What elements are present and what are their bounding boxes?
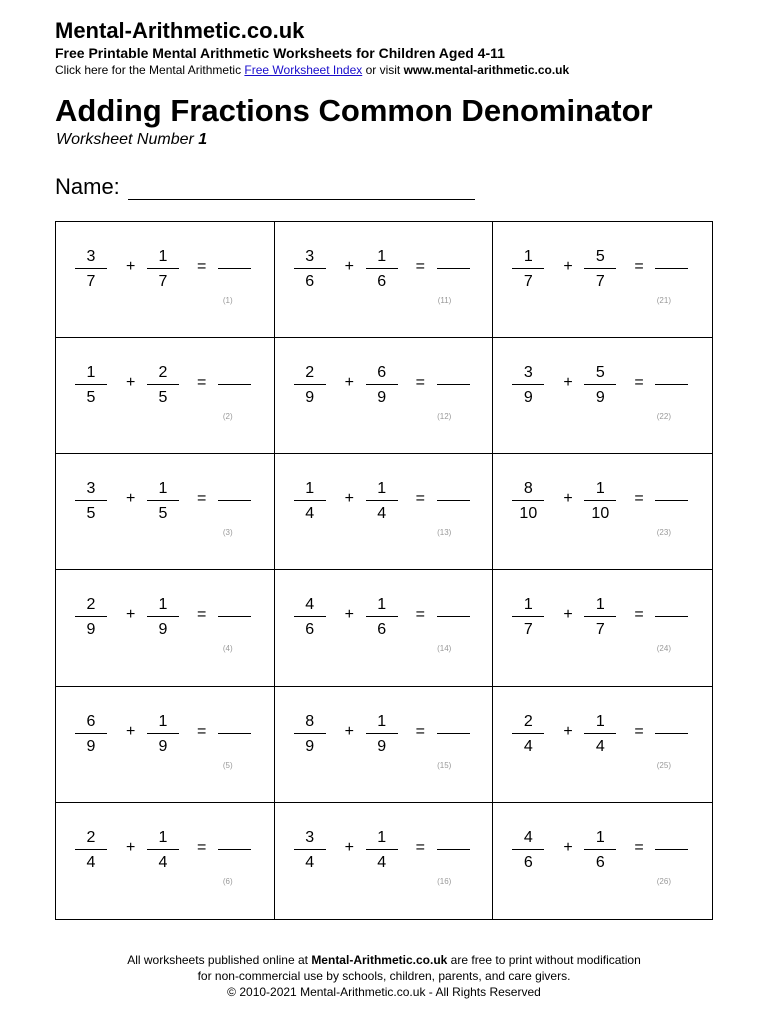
- equals-sign: =: [415, 258, 425, 275]
- second-fraction: [584, 827, 616, 874]
- site-title: Mental-Arithmetic.co.uk: [55, 18, 305, 43]
- equals-sign: =: [197, 490, 207, 508]
- denominator: 10: [591, 505, 610, 523]
- question-number: (22): [656, 412, 671, 422]
- denominator: 9: [377, 389, 387, 407]
- answer-blank[interactable]: [437, 384, 470, 385]
- second-fraction: [147, 478, 179, 525]
- answer-blank[interactable]: [437, 616, 470, 617]
- question-number: (4): [222, 644, 233, 654]
- numerator: 1: [158, 596, 168, 614]
- question-number: (11): [437, 296, 452, 305]
- question-cell: [275, 222, 494, 338]
- second-fraction: [147, 246, 179, 293]
- second-fraction: [366, 362, 398, 409]
- question-cell: [493, 454, 712, 570]
- footer-line-1-suffix: are free to print without modification: [447, 953, 641, 967]
- numerator: 1: [158, 712, 168, 730]
- site-url: www.mental-arithmetic.co.uk: [403, 63, 570, 77]
- fraction-bar: [147, 500, 179, 501]
- denominator: 4: [377, 505, 387, 523]
- answer-blank[interactable]: [437, 733, 470, 734]
- question-cell: [493, 338, 712, 454]
- fraction-bar: [366, 849, 398, 850]
- first-fraction: [75, 594, 107, 641]
- fraction-bar: [584, 733, 616, 734]
- plus-sign: +: [126, 722, 136, 740]
- denominator: 6: [377, 621, 387, 639]
- fraction-bar: [512, 268, 544, 269]
- equals-sign: =: [197, 374, 207, 392]
- equals-sign: =: [197, 838, 207, 856]
- first-fraction: [75, 478, 107, 525]
- equals-sign: =: [634, 838, 644, 856]
- first-fraction: [75, 711, 107, 758]
- first-fraction: [512, 827, 544, 874]
- numerator: 1: [595, 712, 605, 730]
- denominator: 6: [377, 273, 387, 290]
- denominator: 5: [158, 505, 168, 523]
- answer-blank[interactable]: [655, 849, 688, 850]
- first-fraction: [294, 362, 326, 409]
- plus-sign: +: [126, 838, 136, 856]
- denominator: 10: [519, 505, 538, 523]
- fraction-bar: [147, 384, 179, 385]
- numerator: 8: [523, 480, 533, 498]
- second-fraction: [584, 362, 616, 409]
- answer-blank[interactable]: [218, 268, 251, 269]
- denominator: 9: [305, 737, 315, 755]
- fraction-bar: [147, 849, 179, 850]
- worksheet-index-link[interactable]: Free Worksheet Index: [244, 63, 363, 77]
- fraction-bar: [366, 268, 398, 269]
- denominator: 9: [305, 389, 315, 407]
- name-label: Name:: [55, 174, 120, 199]
- first-fraction: [512, 362, 544, 409]
- answer-blank[interactable]: [437, 500, 470, 501]
- denominator: 9: [523, 389, 533, 407]
- denominator: 6: [305, 273, 315, 290]
- plus-sign: +: [344, 838, 354, 856]
- name-blank[interactable]: [128, 177, 475, 200]
- fraction-bar: [366, 616, 398, 617]
- second-fraction: [366, 827, 398, 874]
- question-number: (16): [437, 876, 452, 886]
- plus-sign: +: [344, 374, 354, 392]
- footer: [0, 952, 768, 1000]
- worksheet-title: Adding Fractions Common Denominator: [55, 93, 653, 128]
- answer-blank[interactable]: [218, 384, 251, 385]
- first-fraction: [512, 594, 544, 641]
- question-number: (23): [656, 528, 671, 538]
- fraction-bar: [147, 733, 179, 734]
- second-fraction: [584, 711, 616, 758]
- question-grid: [55, 221, 713, 920]
- plus-sign: +: [126, 606, 136, 624]
- denominator: 9: [158, 621, 168, 639]
- numerator: 1: [595, 828, 605, 846]
- second-fraction: [147, 711, 179, 758]
- equals-sign: =: [415, 606, 425, 624]
- equals-sign: =: [197, 722, 207, 740]
- answer-blank[interactable]: [218, 849, 251, 850]
- plus-sign: +: [563, 374, 573, 392]
- fraction-bar: [294, 500, 326, 501]
- plus-sign: +: [344, 490, 354, 508]
- denominator: 6: [523, 853, 533, 871]
- equals-sign: =: [415, 722, 425, 740]
- numerator: 6: [377, 364, 387, 382]
- denominator: 9: [158, 737, 168, 755]
- numerator: 1: [377, 480, 387, 498]
- plus-sign: +: [344, 722, 354, 740]
- numerator: 8: [305, 712, 315, 730]
- denominator: 5: [86, 389, 96, 407]
- question-cell: [275, 803, 494, 919]
- equals-sign: =: [634, 374, 644, 392]
- numerator: 6: [86, 712, 96, 730]
- fraction-bar: [584, 500, 616, 501]
- fraction-bar: [366, 384, 398, 385]
- second-fraction: [366, 478, 398, 525]
- fraction-bar: [294, 616, 326, 617]
- answer-blank[interactable]: [655, 500, 688, 501]
- fraction-bar: [366, 733, 398, 734]
- numerator: 1: [523, 596, 533, 614]
- numerator: 3: [305, 828, 315, 846]
- second-fraction: [584, 478, 616, 525]
- numerator: 3: [86, 480, 96, 498]
- numerator: 5: [595, 248, 605, 265]
- fraction-bar: [75, 384, 107, 385]
- numerator: 1: [158, 248, 168, 265]
- denominator: 9: [595, 389, 605, 407]
- answer-blank[interactable]: [655, 616, 688, 617]
- denominator: 6: [595, 853, 605, 871]
- fraction-bar: [512, 384, 544, 385]
- question-cell: [56, 454, 275, 570]
- answer-blank[interactable]: [655, 733, 688, 734]
- first-fraction: [294, 594, 326, 641]
- fraction-bar: [75, 849, 107, 850]
- first-fraction: [294, 827, 326, 874]
- equals-sign: =: [197, 258, 207, 275]
- answer-blank[interactable]: [218, 733, 251, 734]
- second-fraction: [584, 246, 616, 293]
- question-cell: [493, 222, 712, 338]
- question-number: (24): [656, 644, 671, 654]
- answer-blank[interactable]: [655, 268, 688, 269]
- second-fraction: [147, 827, 179, 874]
- fraction-bar: [584, 616, 616, 617]
- question-cell: [56, 222, 275, 338]
- footer-line-2: for non-commercial use by schools, children, parents, and care givers.: [197, 969, 571, 983]
- question-cell: [56, 570, 275, 686]
- second-fraction: [366, 711, 398, 758]
- question-cell: [493, 803, 712, 919]
- equals-sign: =: [634, 258, 644, 275]
- denominator: 4: [523, 737, 533, 755]
- equals-sign: =: [415, 374, 425, 392]
- fraction-bar: [294, 733, 326, 734]
- numerator: 1: [305, 480, 315, 498]
- question-number: (21): [656, 296, 671, 305]
- plus-sign: +: [126, 258, 136, 275]
- denominator: 4: [595, 737, 605, 755]
- denominator: 5: [158, 389, 168, 407]
- fraction-bar: [75, 268, 107, 269]
- numerator: 1: [377, 248, 387, 265]
- answer-blank[interactable]: [655, 384, 688, 385]
- question-cell: [275, 570, 494, 686]
- denominator: 7: [158, 273, 168, 290]
- denominator: 7: [523, 621, 533, 639]
- equals-sign: =: [415, 490, 425, 508]
- denominator: 4: [158, 853, 168, 871]
- numerator: 1: [158, 828, 168, 846]
- question-number: (26): [656, 876, 671, 886]
- visit-line: [55, 62, 735, 78]
- plus-sign: +: [126, 490, 136, 508]
- numerator: 1: [595, 480, 605, 498]
- numerator: 2: [158, 364, 168, 382]
- numerator: 1: [523, 248, 533, 265]
- numerator: 2: [305, 364, 315, 382]
- numerator: 1: [595, 596, 605, 614]
- question-cell: [275, 454, 494, 570]
- numerator: 4: [523, 828, 533, 846]
- fraction-bar: [512, 849, 544, 850]
- denominator: 7: [595, 621, 605, 639]
- visit-middle: or visit: [362, 63, 404, 77]
- fraction-bar: [147, 616, 179, 617]
- fraction-bar: [147, 268, 179, 269]
- numerator: 3: [523, 364, 533, 382]
- plus-sign: +: [563, 258, 573, 275]
- question-number: (12): [437, 412, 452, 422]
- fraction-bar: [584, 268, 616, 269]
- denominator: 4: [86, 853, 96, 871]
- fraction-bar: [584, 384, 616, 385]
- first-fraction: [512, 246, 544, 293]
- numerator: 1: [377, 596, 387, 614]
- first-fraction: [294, 478, 326, 525]
- question-cell: [493, 687, 712, 803]
- fraction-bar: [75, 500, 107, 501]
- plus-sign: +: [563, 722, 573, 740]
- fraction-bar: [366, 500, 398, 501]
- numerator: 2: [523, 712, 533, 730]
- numerator: 1: [377, 828, 387, 846]
- fraction-bar: [584, 849, 616, 850]
- numerator: 4: [305, 596, 315, 614]
- answer-blank[interactable]: [437, 849, 470, 850]
- plus-sign: +: [563, 606, 573, 624]
- name-row: [55, 174, 475, 200]
- question-number: (2): [222, 412, 233, 422]
- numerator: 2: [86, 828, 96, 846]
- question-cell: [56, 338, 275, 454]
- equals-sign: =: [634, 606, 644, 624]
- second-fraction: [584, 594, 616, 641]
- fraction-bar: [512, 733, 544, 734]
- footer-line-1-prefix: All worksheets published online at: [127, 953, 312, 967]
- question-number: (25): [656, 760, 671, 770]
- first-fraction: [512, 711, 544, 758]
- second-fraction: [366, 246, 398, 293]
- denominator: 9: [86, 621, 96, 639]
- answer-blank[interactable]: [437, 268, 470, 269]
- fraction-bar: [512, 616, 544, 617]
- plus-sign: +: [344, 606, 354, 624]
- plus-sign: +: [126, 374, 136, 392]
- plus-sign: +: [344, 258, 354, 275]
- numerator: 5: [595, 364, 605, 382]
- answer-blank[interactable]: [218, 616, 251, 617]
- numerator: 3: [305, 248, 315, 265]
- header: [55, 18, 735, 78]
- denominator: 4: [305, 853, 315, 871]
- plus-sign: +: [563, 838, 573, 856]
- second-fraction: [147, 362, 179, 409]
- denominator: 7: [86, 273, 96, 290]
- question-number: (3): [222, 528, 233, 538]
- first-fraction: [294, 711, 326, 758]
- second-fraction: [366, 594, 398, 641]
- tagline: Free Printable Mental Arithmetic Worksheets for Children Aged 4-11: [55, 45, 505, 61]
- denominator: 6: [305, 621, 315, 639]
- equals-sign: =: [415, 838, 425, 856]
- worksheet-number-value: 1: [198, 131, 208, 148]
- question-number: (6): [222, 876, 233, 886]
- equals-sign: =: [634, 490, 644, 508]
- question-cell: [56, 687, 275, 803]
- first-fraction: [512, 478, 544, 525]
- plus-sign: +: [563, 490, 573, 508]
- answer-blank[interactable]: [218, 500, 251, 501]
- question-cell: [56, 803, 275, 919]
- fraction-bar: [294, 384, 326, 385]
- footer-site-name: Mental-Arithmetic.co.uk: [311, 953, 448, 967]
- visit-prefix: Click here for the Mental Arithmetic: [55, 63, 245, 77]
- fraction-bar: [294, 268, 326, 269]
- denominator: 5: [86, 505, 96, 523]
- first-fraction: [75, 362, 107, 409]
- footer-copyright: © 2010-2021 Mental-Arithmetic.co.uk - All Rights Reserved: [227, 985, 541, 999]
- footer-line-1: [0, 952, 768, 968]
- worksheet-number: [56, 131, 207, 149]
- fraction-bar: [294, 849, 326, 850]
- fraction-bar: [75, 733, 107, 734]
- numerator: 1: [158, 480, 168, 498]
- denominator: 7: [595, 273, 605, 290]
- first-fraction: [75, 246, 107, 293]
- first-fraction: [294, 246, 326, 293]
- denominator: 9: [86, 737, 96, 755]
- equals-sign: =: [634, 722, 644, 740]
- numerator: 2: [86, 596, 96, 614]
- fraction-bar: [512, 500, 544, 501]
- numerator: 3: [86, 248, 96, 265]
- question-cell: [275, 687, 494, 803]
- question-cell: [275, 338, 494, 454]
- second-fraction: [147, 594, 179, 641]
- question-number: (15): [437, 760, 452, 770]
- denominator: 9: [377, 737, 387, 755]
- equals-sign: =: [197, 606, 207, 624]
- denominator: 4: [377, 853, 387, 871]
- denominator: 4: [305, 505, 315, 523]
- question-number: (5): [222, 760, 233, 770]
- fraction-bar: [75, 616, 107, 617]
- first-fraction: [75, 827, 107, 874]
- denominator: 7: [523, 273, 533, 290]
- question-cell: [493, 570, 712, 686]
- question-number: (1): [222, 296, 233, 305]
- numerator: 1: [86, 364, 96, 382]
- question-number: (14): [437, 644, 452, 654]
- worksheet-number-label: Worksheet Number: [56, 131, 199, 148]
- numerator: 1: [377, 712, 387, 730]
- question-number: (13): [437, 528, 452, 538]
